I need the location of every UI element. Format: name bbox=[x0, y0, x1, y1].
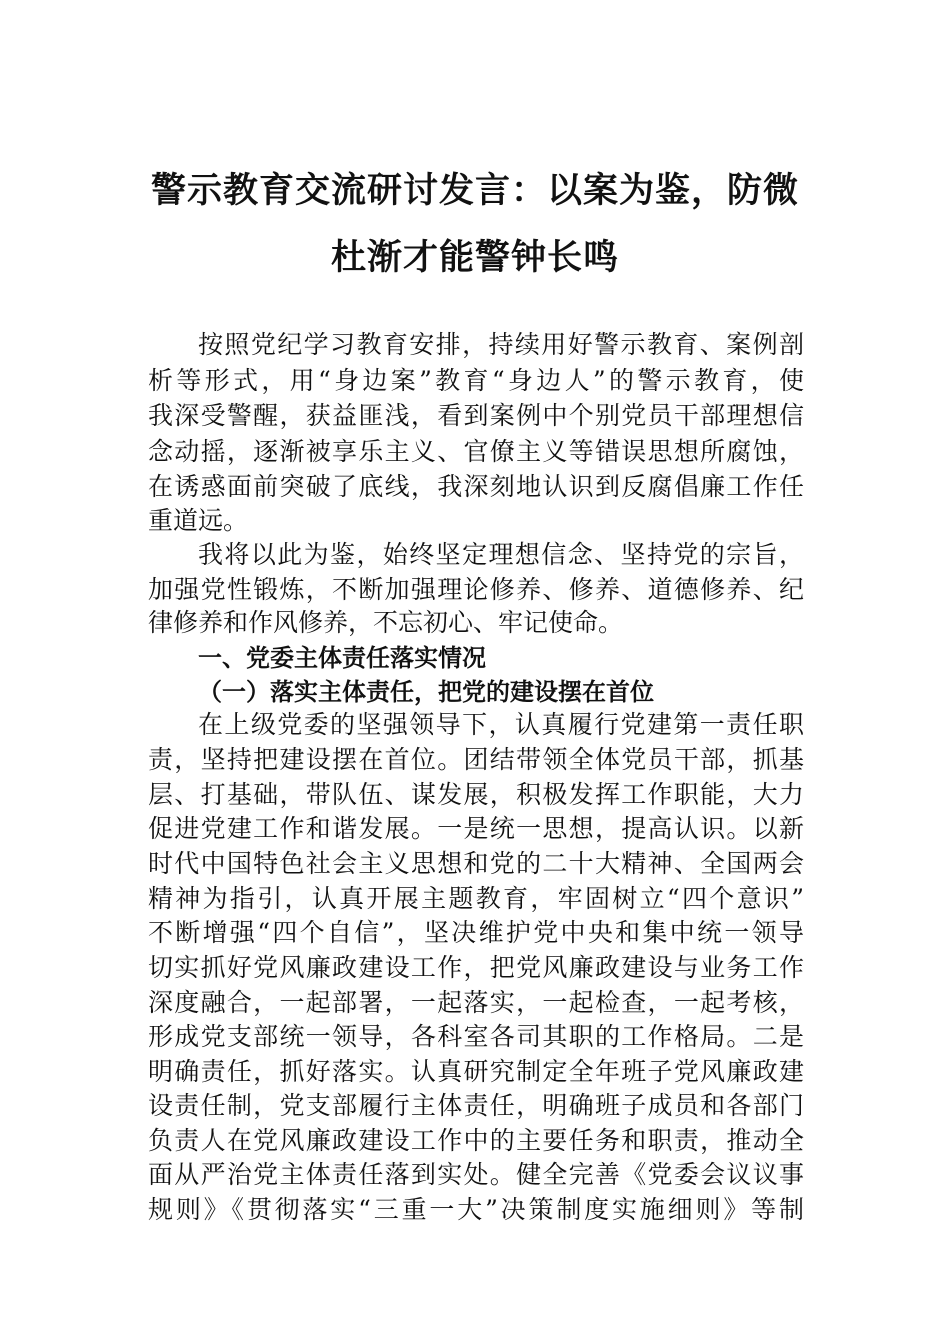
document-title-line-2: 杜渐才能警钟长鸣 bbox=[330, 238, 619, 278]
paragraph-2-line: 律修养和作风修养，不忘初心、牢记使命。 bbox=[148, 608, 624, 637]
paragraph-1-line: 重道远。 bbox=[148, 506, 249, 535]
document-title-line-1: 警示教育交流研讨发言：以案为鉴，防微 bbox=[150, 171, 799, 211]
paragraph-3-line: 设责任制，党支部履行主体责任，明确班子成员和各部门 bbox=[148, 1091, 804, 1120]
paragraph-1-line: 按照党纪学习教育安排，持续用好警示教育、案例剖 bbox=[198, 330, 804, 359]
paragraph-3-line: 规则》《贯彻落实“三重一大”决策制度实施细则》等制 bbox=[148, 1195, 804, 1224]
paragraph-1-line: 我深受警醒，获益匪浅，看到案例中个别党员干部理想信 bbox=[148, 401, 804, 430]
paragraph-3-line: 深度融合，一起部署，一起落实，一起检查，一起考核， bbox=[148, 988, 804, 1017]
paragraph-3-line: 负责人在党风廉政建设工作中的主要任务和职责，推动全 bbox=[148, 1126, 804, 1155]
subsection-heading: （一）落实主体责任，把党的建设摆在首位 bbox=[198, 677, 654, 706]
paragraph-3-line: 形成党支部统一领导，各科室各司其职的工作格局。二是 bbox=[148, 1022, 804, 1051]
paragraph-3-line: 在上级党委的坚强领导下，认真履行党建第一责任职 bbox=[198, 710, 804, 739]
paragraph-1-line: 在诱惑面前突破了底线，我深刻地认识到反腐倡廉工作任 bbox=[148, 472, 804, 501]
paragraph-3-line: 精神为指引，认真开展主题教育，牢固树立“四个意识” bbox=[148, 884, 804, 913]
paragraph-2-line: 加强党性锻炼，不断加强理论修养、修养、道德修养、纪 bbox=[148, 575, 804, 604]
paragraph-3-line: 责，坚持把建设摆在首位。团结带领全体党员干部，抓基 bbox=[148, 745, 804, 774]
paragraph-3-line: 层、打基础，带队伍、谋发展，积极发挥工作职能，大力 bbox=[148, 780, 804, 809]
paragraph-2-line: 我将以此为鉴，始终坚定理想信念、坚持党的宗旨， bbox=[198, 540, 804, 569]
paragraph-1-line: 析等形式，用“身边案”教育“身边人”的警示教育，使 bbox=[148, 366, 804, 395]
section-heading: 一、党委主体责任落实情况 bbox=[198, 644, 486, 672]
paragraph-1-line: 念动摇，逐渐被享乐主义、官僚主义等错误思想所腐蚀， bbox=[148, 437, 804, 466]
paragraph-3-line: 切实抓好党风廉政建设工作，把党风廉政建设与业务工作 bbox=[148, 953, 804, 982]
paragraph-3-line: 明确责任，抓好落实。认真研究制定全年班子党风廉政建 bbox=[148, 1057, 804, 1086]
paragraph-3-line: 促进党建工作和谐发展。一是统一思想，提高认识。以新 bbox=[148, 814, 804, 843]
paragraph-3-line: 时代中国特色社会主义思想和党的二十大精神、全国两会 bbox=[148, 849, 804, 878]
paragraph-3-line: 面从严治党主体责任落到实处。健全完善《党委会议议事 bbox=[148, 1160, 804, 1189]
paragraph-3-line: 不断增强“四个自信”，坚决维护党中央和集中统一领导 bbox=[148, 918, 804, 947]
